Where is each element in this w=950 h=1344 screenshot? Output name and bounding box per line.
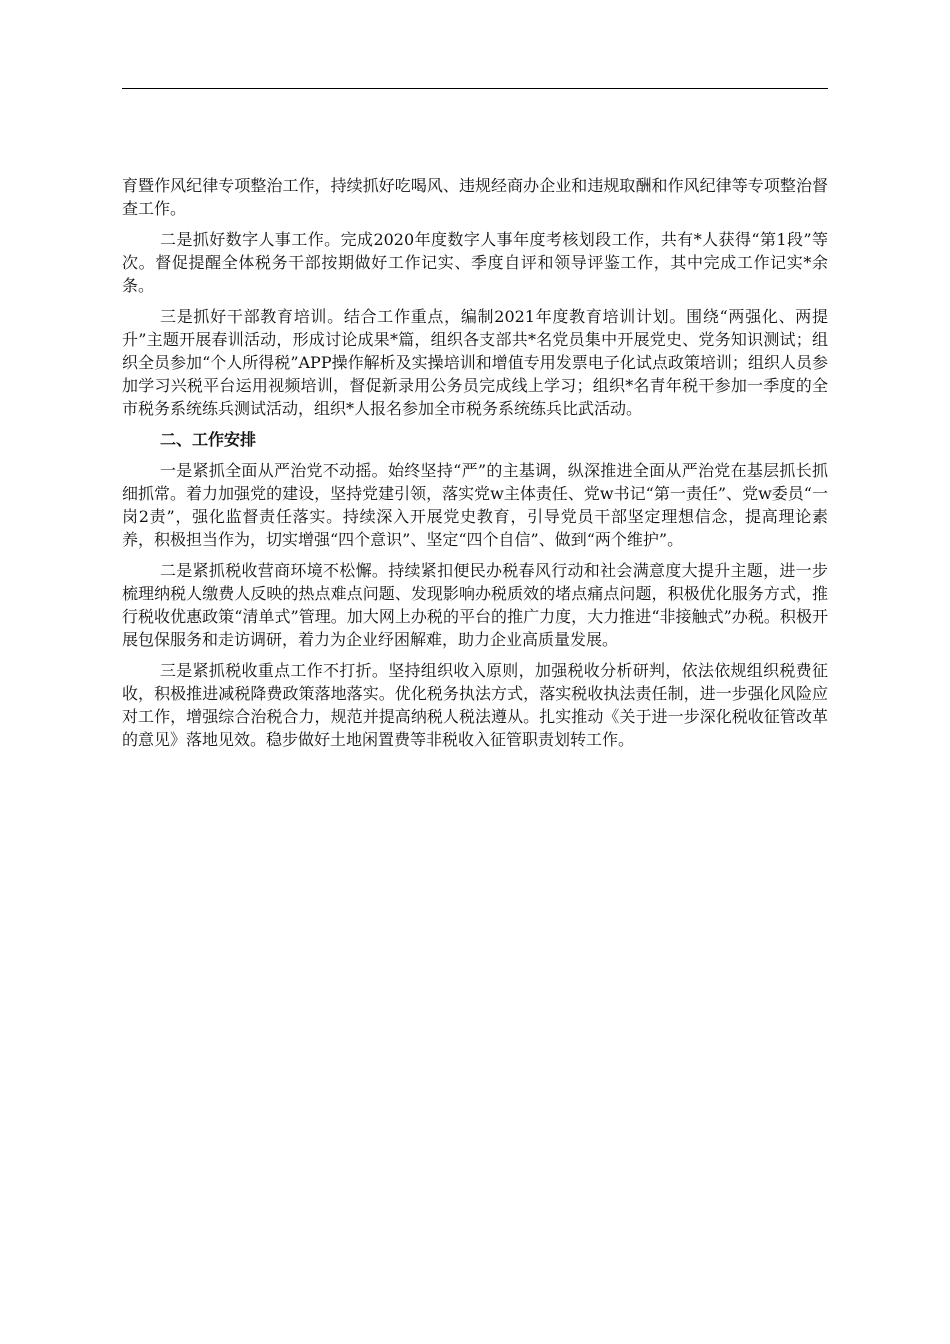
paragraph-cadre-training: 三是抓好干部教育培训。结合工作重点，编制2021年度教育培训计划。围绕“两强化、两提升”主题开展春训活动，形成讨论成果*篇，组织各支部共*名党员集中开展党史、党务知识测试；组织全员参加“个人所得税”APP操作解析及实操培训和增值专用发票电子化试点政策培训；组织人员参加学习兴税平台运用视频培训，督促新录用公务员完成线上学习；组织*名青年税干参加一季度的全市税务系统练兵测试活动，组织*人报名参加全市税务系统练兵比武活动。 [122,307,828,418]
paragraph-continuation: 育暨作风纪律专项整治工作，持续抓好吃喝风、违规经商办企业和违规取酬和作风纪律等专项整治督查工作。 [122,176,828,218]
paragraph-business-environment: 二是紧抓税收营商环境不松懈。持续紧扣便民办税春风行动和社会满意度大提升主题，进一步梳理纳税人缴费人反映的热点难点问题、发现影响办税质效的堵点痛点问题，积极优化服务方式，推行税收优惠政策“清单式”管理。加大网上办税的平台的推广力度，大力推进“非接触式”办税。积极开展包保服务和走访调研，着力为企业纾困解难，助力企业高质量发展。 [122,561,828,649]
paragraph-key-tax-work: 三是紧抓税收重点工作不打折。坚持组织收入原则，加强税收分析研判，依法依规组织税费征收，积极推进减税降费政策落地落实。优化税务执法方式，落实税收执法责任制，进一步强化风险应对工作，增强综合治税合力，规范并提高纳税人税法遵从。扎实推动《关于进一步深化税收征管改革的意见》落地见效。稳步做好土地闲置费等非税收入征管职责划转工作。 [122,661,828,749]
header-rule [122,88,828,89]
paragraph-digital-personnel: 二是抓好数字人事工作。完成2020年度数字人事年度考核划段工作，共有*人获得“第1段”等次。督促提醒全体税务干部按期做好工作记实、季度自评和领导评鉴工作，其中完成工作记实*余条。 [122,230,828,295]
section-heading-work-arrangement: 二、工作安排 [160,430,257,449]
paragraph-party-governance: 一是紧抓全面从严治党不动摇。始终坚持“严”的主基调，纵深推进全面从严治党在基层抓长抓细抓常。着力加强党的建设，坚持党建引领，落实党w主体责任、党w书记“第一责任”、党w委员“一岗2责”，强化监督责任落实。持续深入开展党史教育，引导党员干部坚定理想信念，提高理论素养，积极担当作为，切实增强“四个意识”、坚定“四个自信”、做到“两个维护”。 [122,461,828,549]
document-body [122,174,828,759]
